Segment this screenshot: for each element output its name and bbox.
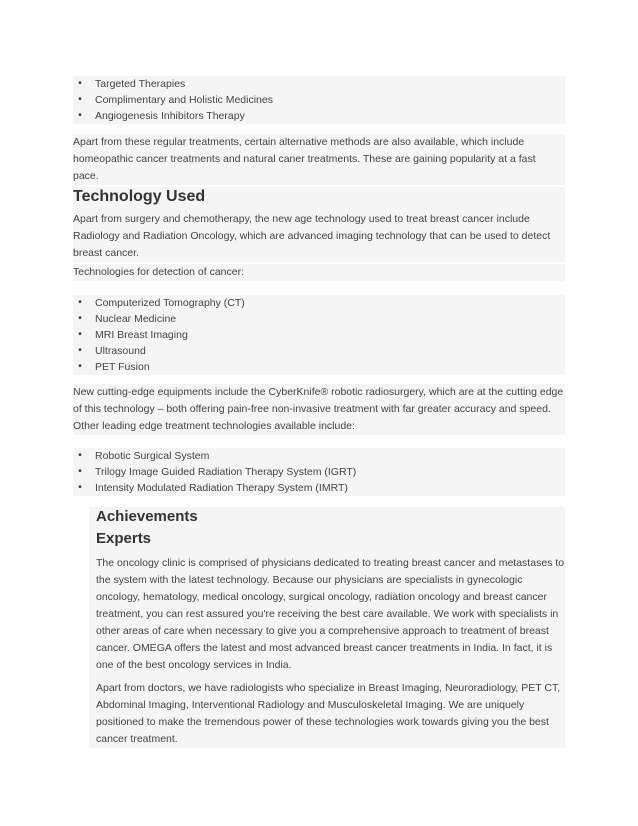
bullet-icon: • xyxy=(78,110,82,121)
list-item: • Intensity Modulated Radiation Therapy System (IMRT) xyxy=(73,480,565,496)
radiologists-paragraph: Apart from doctors, we have radiologists who specialize in Breast Imaging, Neuroradiology, PET CT, Abdominal Imaging, Interventional Radiology and Musculoskeletal Imaging. We are uniquely positioned to make the tremendous power of these technologies work towards giving you the best cancer treatment. xyxy=(96,682,561,745)
treatment-tech-list xyxy=(73,448,565,496)
bullet-icon: • xyxy=(78,297,82,308)
list-item: • Robotic Surgical System xyxy=(73,448,565,464)
bullet-icon: • xyxy=(78,482,82,493)
alternative-paragraph-band xyxy=(73,134,565,185)
list-item: • MRI Breast Imaging xyxy=(73,327,565,343)
bullet-icon: • xyxy=(78,313,82,324)
list-item: • Trilogy Image Guided Radiation Therapy System (IGRT) xyxy=(73,464,565,480)
list-item: • Computerized Tomography (CT) xyxy=(73,295,565,311)
technology-paragraph: Apart from surgery and chemotherapy, the new age technology used to treat breast cancer include Radiology and Radiation Oncology, which are advanced imaging technology that can be used to detect breast cancer. xyxy=(73,213,551,259)
bullet-icon: • xyxy=(78,361,82,372)
therapies-list-band xyxy=(73,76,565,124)
detection-list xyxy=(73,295,565,375)
bullet-icon: • xyxy=(78,329,82,340)
treatment-tech-list-band xyxy=(73,448,565,496)
bullet-icon: • xyxy=(78,466,82,477)
bullet-icon: • xyxy=(78,345,82,356)
detection-list-band xyxy=(73,295,565,375)
list-item: • PET Fusion xyxy=(73,359,565,375)
detection-paragraph: Technologies for detection of cancer: xyxy=(73,266,245,278)
technology-section-band xyxy=(73,187,565,262)
list-item: • Targeted Therapies xyxy=(73,76,565,92)
list-item: • Complimentary and Holistic Medicines xyxy=(73,92,565,108)
bullet-icon: • xyxy=(78,78,82,89)
list-item: • Ultrasound xyxy=(73,343,565,359)
list-item: • Angiogenesis Inhibitors Therapy xyxy=(73,108,565,124)
experts-heading: Experts xyxy=(96,530,152,547)
cyberknife-paragraph: New cutting-edge equipments include the CyberKnife® robotic radiosurgery, which are at the cutting edge of this technology – both offering pain-free non-invasive treatment with far greater accuracy and speed. Other leading edge treatment technologies available include: xyxy=(73,386,564,432)
technology-heading: Technology Used xyxy=(73,188,206,205)
detection-paragraph-band xyxy=(73,264,565,281)
achievements-heading: Achievements xyxy=(96,508,198,525)
bullet-icon: • xyxy=(78,94,82,105)
alternative-paragraph: Apart from these regular treatments, certain alternative methods are also available, which include homeopathic cancer treatments and natural caner treatments. These are gaining popularity at a fast pace. xyxy=(73,136,536,182)
list-item: • Nuclear Medicine xyxy=(73,311,565,327)
experts-paragraph: The oncology clinic is comprised of physicians dedicated to treating breast cancer and metastases to the system with the latest technology. Because our physicians are specialists in gynecologic oncology, hematology, medical oncology, surgical oncology, radiation oncology and breast cancer treatment, you can rest assured you're receiving the best care available. We work with specialists in other areas of care when necessary to give you a comprehensive approach to treatment of breast cancer. OMEGA offers the latest and most advanced breast cancer treatments in India. In fact, it is one of the best oncology services in India. xyxy=(96,557,565,671)
cyberknife-paragraph-band xyxy=(73,384,565,435)
therapies-list xyxy=(73,76,565,124)
achievements-section-band xyxy=(89,507,565,748)
bullet-icon: • xyxy=(78,450,82,461)
